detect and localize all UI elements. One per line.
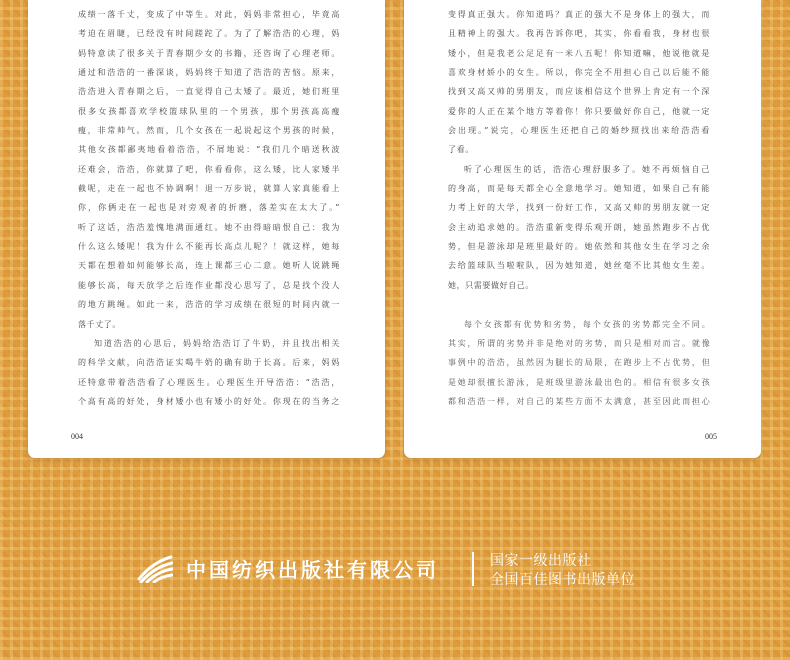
text-line: 是她却很擅长游泳，是班级里游泳最出色的。相信有很多女孩 [448, 377, 710, 387]
text-line: 瘦，非常帅气。然而，几个女孩在一起说起这个男孩的时候， [78, 126, 340, 136]
text-line: 会出现。”说完，心理医生还把自己的婚纱照找出来给浩浩看 [448, 126, 710, 136]
text-line: 的身高，而是每天都全心全意地学习。她知道，如果自己有能 [448, 184, 710, 194]
text-line: 考迫在眉睫，已经没有时间蹉跎了。为了了解浩浩的心理，妈 [78, 29, 340, 39]
text-line: 的地方跳绳。如此一来，浩浩的学习成绩在很短的时间内就一 [78, 300, 340, 310]
text-line: 你，你俩走在一起也是对旁观者的折磨，落差实在太大了。” [78, 203, 340, 213]
page-number: 005 [705, 432, 717, 441]
publisher-honor-1: 国家一级出版社 [490, 553, 592, 569]
text-line: 听了心理医生的话，浩浩心理舒服多了。她不再烦恼自己 [464, 164, 710, 174]
text-line: 还特意带着浩浩看了心理医生。心理医生开导浩浩：“浩浩， [78, 377, 340, 387]
page-number: 004 [71, 432, 83, 441]
text-line: 势，但是游泳却是班里最好的。她依然和其他女生在学习之余 [448, 242, 710, 252]
text-line: 喜欢身材娇小的女生。所以，你完全不用担心自己以后能不能 [448, 68, 710, 78]
text-line: 其他女孩都鄙夷地看着浩浩，不屑地说：“我们几个暗送秋波 [78, 145, 340, 155]
right-page-text [448, 5, 710, 411]
text-line: 浩浩进入青春期之后，一直觉得自己太矮了。最近，她们班里 [78, 87, 340, 97]
text-line: 找到又高又帅的男朋友，而应该相信这个世界上肯定有一个深 [448, 87, 710, 97]
text-line: 通过和浩浩的一番深谈，妈妈终于知道了浩浩的苦恼。原来， [78, 68, 340, 78]
publisher-honor-2: 全国百佳图书出版单位 [490, 572, 635, 588]
left-page [28, 0, 385, 458]
text-line: 力考上好的大学，找到一份好工作，又高又帅的男朋友就一定 [448, 203, 710, 213]
text-line: 了看。 [448, 145, 474, 155]
paragraph-gap [448, 295, 710, 314]
publisher-logo-icon [137, 555, 173, 583]
text-line: 成绩一落千丈，变成了中等生。对此，妈妈非常担心，毕竟高 [78, 10, 340, 19]
text-line: 会主动追求她的。浩浩重新变得乐观开朗，她虽然跑步不占优 [448, 222, 710, 232]
text-line: 听了这话，浩浩羞愧地满面通红。她不由得暗暗恨自己：我为 [78, 222, 340, 232]
text-line: 什么这么矮呢！我为什么不能再长高点儿呢？！就这样，她每 [78, 242, 340, 252]
right-page [404, 0, 761, 458]
text-line: 截呢，走在一起也不协调啊！退一万步说，就算人家真能看上 [78, 184, 340, 194]
left-page-text [78, 5, 340, 411]
text-line: 妈特意读了很多关于青春期少女的书籍，还咨询了心理老师。 [78, 48, 340, 58]
publisher-name: 中国纺织出版社有限公司 [186, 558, 439, 582]
text-line: 变得真正强大。你知道吗？真正的强大不是身体上的强大，而 [448, 10, 710, 19]
text-line: 事例中的浩浩，虽然因为腿长的局限，在跑步上不占优势，但 [448, 358, 710, 368]
text-line: 很多女孩都喜欢学校篮球队里的一个男孩，那个男孩高高瘦 [78, 106, 340, 116]
text-line: 个高有高的好处，身材矮小也有矮小的好处。你现在的当务之 [78, 396, 340, 406]
text-line: 天都在想着如何能够长高，连上课都三心二意。她听人说跳绳 [78, 261, 340, 271]
text-line: 爱你的人正在某个地方等着你！你只要做好你自己，他就一定 [448, 106, 710, 116]
text-line: 能够长高，每天放学之后连作业都没心思写了，总是找个没人 [78, 280, 340, 290]
text-line: 矮小，但是我老公足足有一米八五呢！你知道嘛，他说他就是 [448, 48, 710, 58]
footer-divider [472, 552, 474, 586]
text-line: 每个女孩都有优势和劣势，每个女孩的劣势都完全不同。 [464, 319, 710, 329]
text-line: 去给篮球队当啦啦队，因为她知道，她丝毫不比其他女生差。 [448, 261, 710, 271]
text-line: 落千丈了。 [78, 319, 121, 329]
text-line: 都和浩浩一样，对自己的某些方面不太满意，甚至因此而担心 [448, 396, 710, 406]
text-line: 她，只需要做好自己。 [448, 280, 534, 290]
text-line: 知道浩浩的心思后，妈妈给浩浩订了牛奶，并且找出相关 [94, 338, 340, 348]
text-line: 还难会，浩浩，你就算了吧，你看看你，这么矮，比人家矮半 [78, 164, 340, 174]
publisher-footer [0, 540, 790, 600]
text-line: 且精神上的强大。我再告诉你吧，其实，你看看我，身材也很 [448, 29, 710, 39]
text-line: 其实，所谓的劣势并非是绝对的劣势，而只是相对而言。就像 [448, 338, 710, 348]
text-line: 的科学文献，向浩浩证实喝牛奶的确有助于长高。后来，妈妈 [78, 358, 340, 368]
